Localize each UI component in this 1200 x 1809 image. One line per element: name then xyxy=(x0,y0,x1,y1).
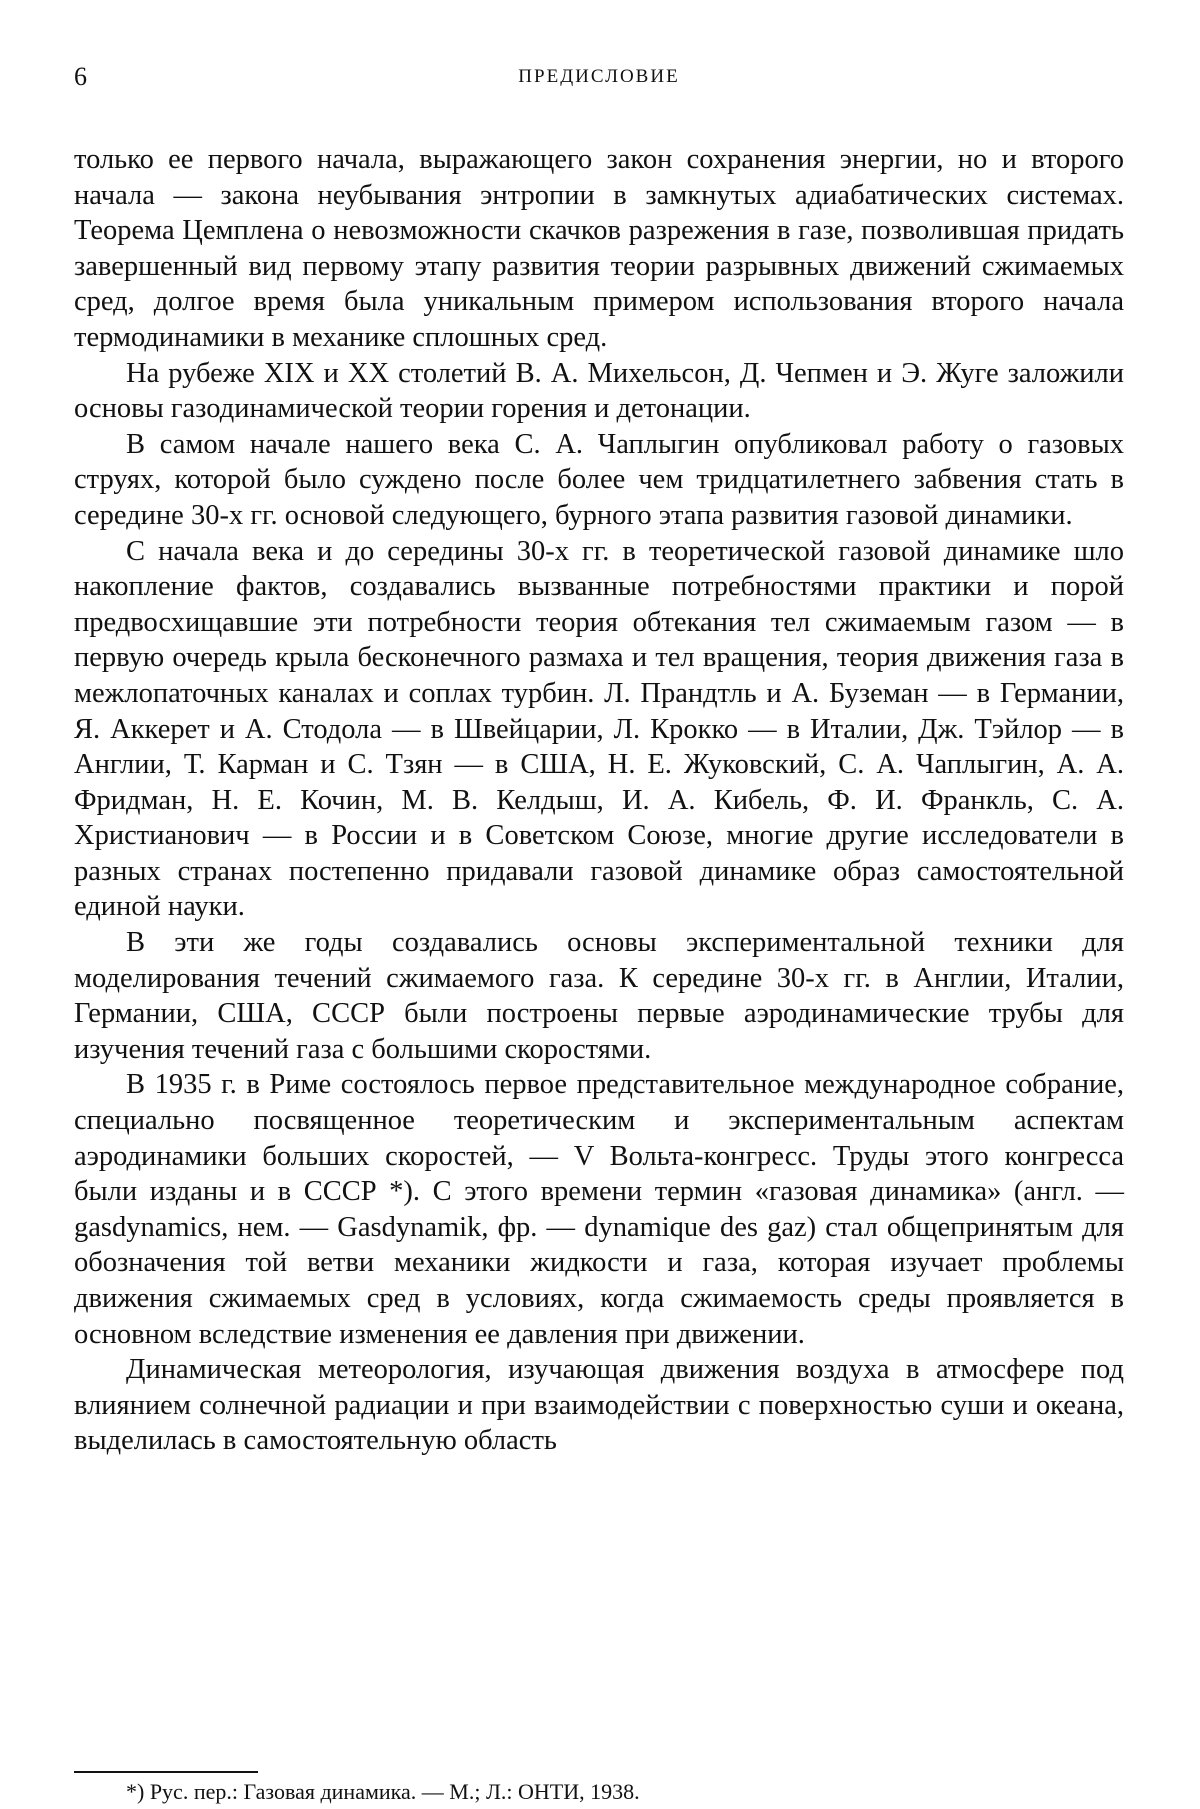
footnote-divider xyxy=(74,1771,258,1773)
paragraph: С начала века и до середины 30-х гг. в теоретической газовой динамике шло накопление фактов, создавались вызванные потребностями практики и порой предвосхищавшие эти потребности теория обтекания тел сжимаемым газом — в первую очередь крыла бесконечного размаха и тел вращения, теория движения газа в межлопаточных каналах и соплах турбин. Л. Прандтль и А. Буземан — в Германии, Я. Аккерет и А. Стодола — в Швейцарии, Л. Крокко — в Италии, Дж. Тэйлор — в Англии, Т. Карман и С. Тзян — в США, Н. Е. Жуковский, С. А. Чаплыгин, А. А. Фридман, Н. Е. Кочин, М. В. Келдыш, И. А. Кибель, Ф. И. Франкль, С. А. Христианович — в России и в Советском Союзе, многие другие исследователи в разных странах постепенно придавали газовой динамике образ самостоятельной единой науки. xyxy=(74,535,1124,923)
paragraph: В самом начале нашего века С. А. Чаплыгин опубликовал работу о газовых струях, которой было суждено после более чем тридцатилетнего забвения стать в середине 30-х гг. основой следующего, бурного этапа развития газовой динамики. xyxy=(74,428,1124,531)
paragraph: На рубеже XIX и XX столетий В. А. Михельсон, Д. Чепмен и Э. Жуге заложили основы газодинамической теории горения и детонации. xyxy=(74,357,1124,425)
paragraph: В 1935 г. в Риме состоялось первое представительное международное собрание, специально посвященное теоретическим и экспериментальным аспектам аэродинамики больших скоростей, — V Вольта-конгресс. Труды этого конгресса были изданы и в СССР *). С этого времени термин «газовая динамика» (англ. — gasdynamics, нем. — Gasdynamik, фр. — dynamique des gaz) стал общепринятым для обозначения той ветви механики жидкости и газа, которая изучает проблемы движения сжимаемых сред в условиях, когда сжимаемость среды проявляется в основном вследствие изменения ее давления при движении. xyxy=(74,1069,1124,1350)
body-text xyxy=(74,142,1124,1459)
footnote: *) Рус. пер.: Газовая динамика. — М.; Л.: ОНТИ, 1938. xyxy=(126,1779,640,1804)
paragraph: только ее первого начала, выражающего закон сохранения энергии, но и второго начала — закона неубывания энтропии в замкнутых адиабатических системах. Теорема Цемплена о невозможности скачков разрежения в газе, позволившая придать завершенный вид первому этапу развития теории разрывных движений сжимаемых сред, долгое время была уникальным примером использования второго начала термодинамики в механике сплошных сред. xyxy=(74,144,1124,353)
running-head: ПРЕДИСЛОВИЕ xyxy=(518,66,680,87)
page-header xyxy=(74,62,1124,102)
paragraph: В эти же годы создавались основы экспериментальной техники для моделирования течений сжимаемого газа. К середине 30-х гг. в Англии, Италии, Германии, США, СССР были построены первые аэродинамические трубы для изучения течений газа с большими скоростями. xyxy=(74,927,1124,1065)
page-number: 6 xyxy=(74,62,87,91)
paragraph: Динамическая метеорология, изучающая движения воздуха в атмосфере под влиянием солнечной радиации и при взаимодействии с поверхностью суши и океана, выделилась в самостоятельную область xyxy=(74,1354,1124,1457)
